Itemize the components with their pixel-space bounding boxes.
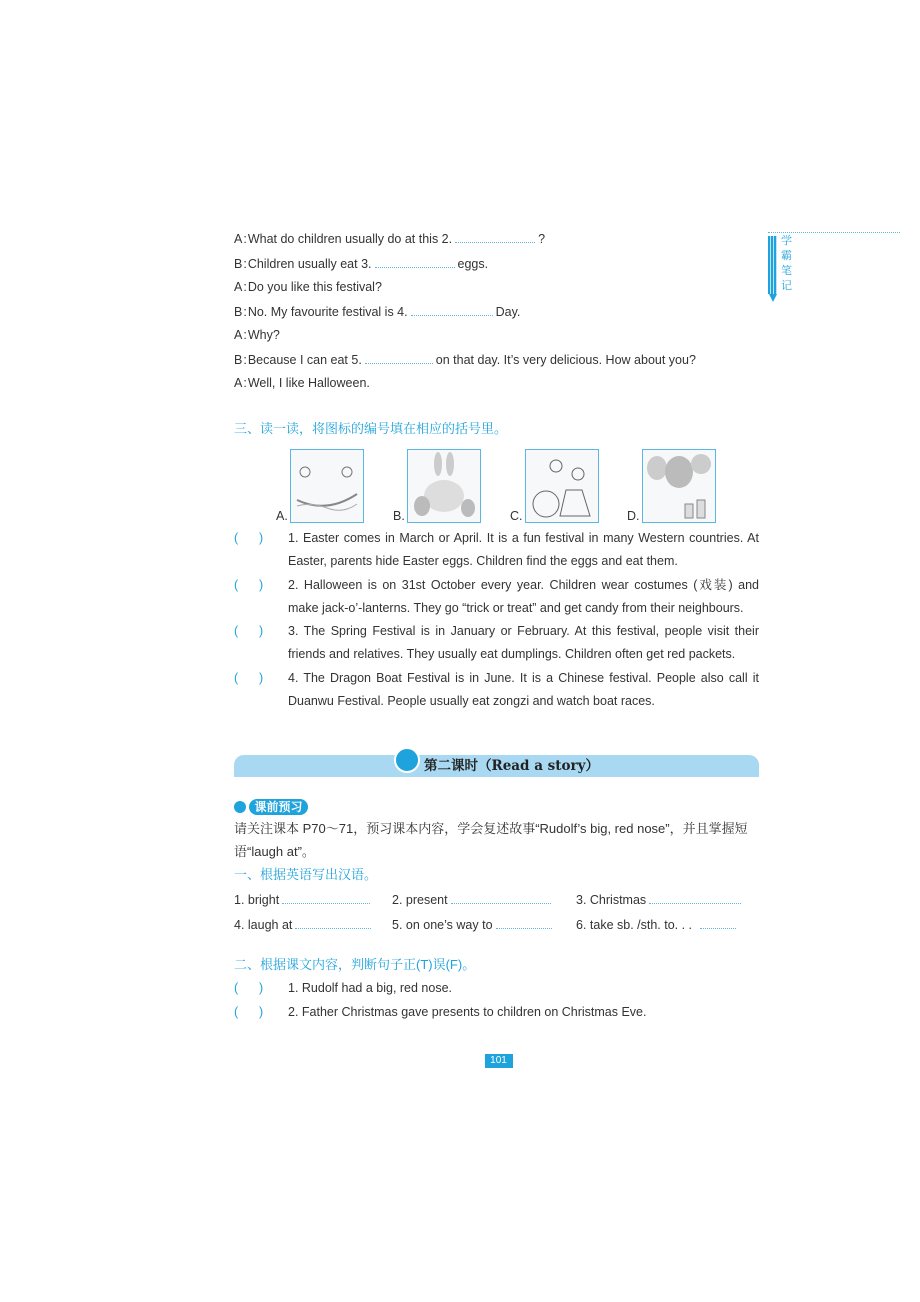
line-text: Why? bbox=[247, 328, 280, 342]
picture-label: A. bbox=[276, 509, 288, 523]
line-text: Because I can eat 5. bbox=[247, 352, 362, 367]
answer-blank[interactable] bbox=[411, 303, 493, 316]
sidebar-char: 霸 bbox=[781, 250, 792, 262]
speaker-colon: : bbox=[243, 232, 247, 246]
note-rule bbox=[768, 232, 900, 233]
dialogue-line bbox=[234, 279, 759, 295]
vocab-label: 5. on one’s way to bbox=[392, 918, 493, 933]
line-text: ? bbox=[538, 232, 546, 246]
vocab-item bbox=[234, 916, 392, 933]
line-text: Well, I like Halloween. bbox=[247, 376, 370, 390]
answer-blank[interactable] bbox=[700, 916, 736, 929]
preview-badge bbox=[234, 797, 759, 815]
question-text: 1. Easter comes in March or April. It is a fun festival in many Western countries. At Easter, parents hide Easter eggs. Children find the eggs and eat them. bbox=[288, 531, 759, 569]
speaker-colon: : bbox=[243, 256, 247, 271]
speaker: A bbox=[234, 328, 243, 342]
question-2 bbox=[234, 574, 759, 621]
speaker-colon: : bbox=[243, 280, 247, 294]
answer-blank[interactable]: ( ) bbox=[234, 624, 264, 639]
answer-blank[interactable] bbox=[496, 916, 552, 929]
line-text: Day. bbox=[495, 304, 521, 319]
speaker: A bbox=[234, 280, 243, 294]
question-text: 3. The Spring Festival is in January or February. At this festival, people visit their friends and relatives. They usually eat dumplings. Children often get red packets. bbox=[288, 624, 759, 662]
section-title: 三、读一读，将图标的编号填在相应的括号里。 bbox=[234, 421, 508, 436]
question-1 bbox=[234, 527, 759, 574]
line-text: eggs. bbox=[457, 256, 489, 271]
vocab-item bbox=[234, 891, 392, 908]
speaker-colon: : bbox=[243, 304, 247, 319]
lesson-banner bbox=[234, 755, 759, 777]
mascot-icon bbox=[394, 747, 420, 773]
answer-blank[interactable] bbox=[649, 891, 741, 904]
answer-blank[interactable]: ( ) bbox=[234, 577, 264, 592]
answer-blank[interactable]: ( ) bbox=[234, 1004, 264, 1019]
speaker-colon: : bbox=[243, 376, 247, 390]
speaker-colon: : bbox=[243, 328, 247, 342]
line-text: on that day. It’s very delicious. How about you? bbox=[435, 352, 696, 367]
vocab-label: 3. Christmas bbox=[576, 893, 647, 908]
dialogue-line bbox=[234, 375, 759, 391]
picture-label: B. bbox=[393, 509, 405, 523]
dialogue-line bbox=[234, 255, 759, 272]
speaker: A bbox=[234, 376, 243, 390]
line-text: No. My favourite festival is 4. bbox=[247, 304, 408, 319]
vocab-item bbox=[576, 891, 759, 908]
answer-blank[interactable]: ( ) bbox=[234, 670, 264, 685]
tf-text: 2. Father Christmas gave presents to children on Christmas Eve. bbox=[288, 1004, 647, 1019]
sidebar-char: 笔 bbox=[781, 265, 792, 277]
sidebar-char: 记 bbox=[781, 280, 792, 292]
vocab-item bbox=[576, 916, 759, 933]
preview-text: 请关注课本 P70～71，预习课本内容，学会复述故事“Rudolf’s big, red nose”，并且掌握短语“laugh at”。 bbox=[234, 821, 748, 860]
page-number: 101 bbox=[485, 1054, 513, 1068]
tf-item bbox=[234, 1004, 759, 1020]
picture-lanterns bbox=[642, 449, 716, 523]
picture-dragon-boat bbox=[290, 449, 364, 523]
picture-row bbox=[276, 447, 759, 523]
question-text: 4. The Dragon Boat Festival is in June. It is a Chinese festival. People also call it Duanwu Festival. People usually eat zongzi and watch boat races. bbox=[288, 670, 759, 709]
line-text: Do you like this festival? bbox=[247, 280, 382, 294]
lesson-title: 第二课时（Read a story） bbox=[424, 758, 599, 775]
answer-blank[interactable]: ( ) bbox=[234, 531, 264, 545]
vocab-item bbox=[392, 916, 576, 933]
question-3 bbox=[234, 620, 759, 667]
main-column bbox=[234, 230, 759, 1068]
part2-title: 二、根据课文内容，判断句子正(T)误(F)。 bbox=[234, 957, 476, 973]
picture-halloween bbox=[525, 449, 599, 523]
line-text: What do children usually do at this 2. bbox=[247, 232, 453, 246]
question-4 bbox=[234, 667, 759, 714]
speaker: B bbox=[234, 304, 243, 319]
dot-icon bbox=[234, 801, 246, 813]
vocab-row bbox=[234, 916, 759, 933]
tf-item bbox=[234, 980, 759, 996]
dialogue-line bbox=[234, 351, 759, 368]
speaker: B bbox=[234, 352, 243, 367]
picture-label: D. bbox=[627, 509, 640, 523]
vocab-item bbox=[392, 891, 576, 908]
vocab-label: 6. take sb. /sth. to. . . bbox=[576, 918, 693, 933]
answer-blank[interactable] bbox=[375, 255, 455, 268]
pencil-icon bbox=[768, 236, 777, 294]
dialogue-line bbox=[234, 303, 759, 320]
answer-blank[interactable] bbox=[455, 230, 535, 243]
tf-text: 1. Rudolf had a big, red nose. bbox=[288, 981, 453, 996]
speaker-colon: : bbox=[243, 352, 247, 367]
dialogue-line bbox=[234, 327, 759, 343]
vocab-label: 1. bright bbox=[234, 893, 280, 908]
badge-label: 课前预习 bbox=[249, 799, 307, 815]
answer-blank[interactable] bbox=[365, 351, 433, 364]
picture-label: C. bbox=[510, 509, 523, 523]
vocab-label: 4. laugh at bbox=[234, 918, 293, 933]
vocab-label: 2. present bbox=[392, 893, 448, 908]
answer-blank[interactable] bbox=[451, 891, 551, 904]
line-text: Children usually eat 3. bbox=[247, 256, 372, 271]
dialogue-line bbox=[234, 230, 759, 247]
answer-blank[interactable]: ( ) bbox=[234, 981, 264, 996]
vocab-row bbox=[234, 891, 759, 908]
speaker: A bbox=[234, 232, 243, 246]
answer-blank[interactable] bbox=[282, 891, 370, 904]
pencil-tip-icon bbox=[769, 294, 777, 302]
dialogue bbox=[234, 230, 759, 391]
part1-title: 一、根据英语写出汉语。 bbox=[234, 867, 378, 883]
sidebar-char: 学 bbox=[781, 235, 792, 247]
answer-blank[interactable] bbox=[295, 916, 371, 929]
question-text: 2. Halloween is on 31st October every year. Children wear costumes (戏装) and make jack-o’-lanterns. They go “trick or treat” and get candy from their neighbours. bbox=[288, 577, 759, 615]
picture-rabbit bbox=[407, 449, 481, 523]
speaker: B bbox=[234, 256, 243, 271]
